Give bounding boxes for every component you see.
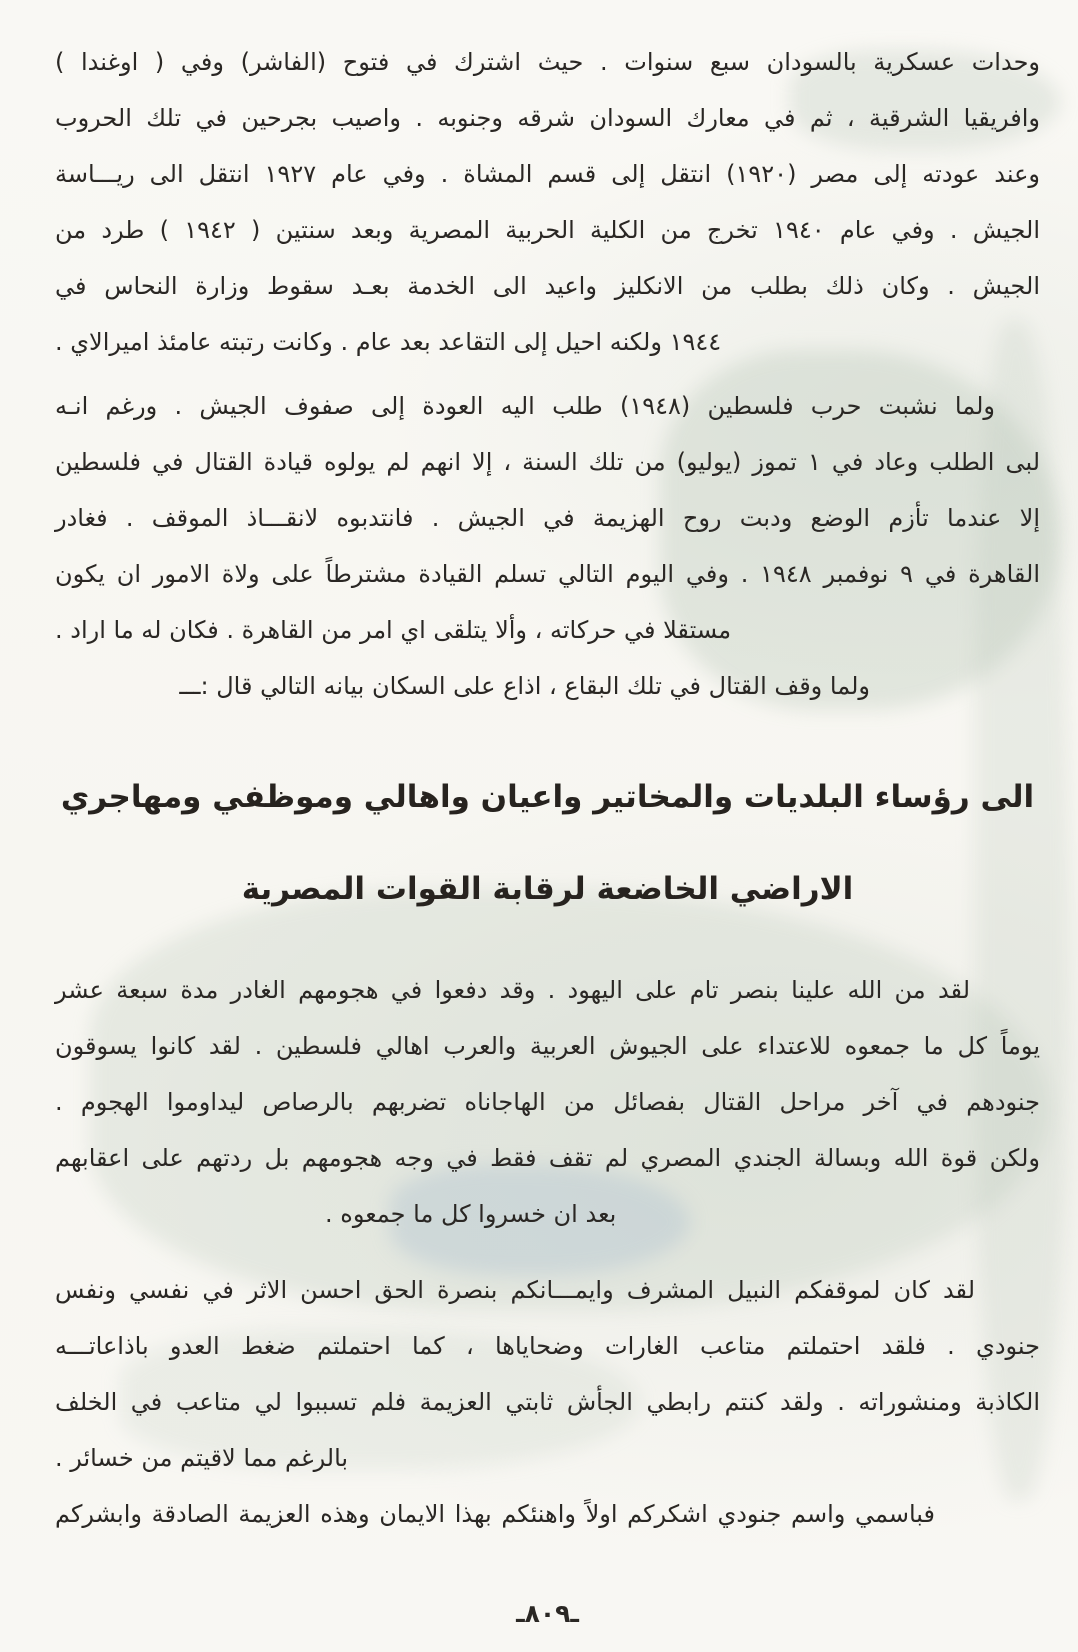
paragraph-gratitude — [55, 1262, 1040, 1486]
text-line: لقد من الله علينا بنصر تام على اليهود . وقد دفعوا في هجومهم الغادر مدة سبعة عشر — [55, 976, 970, 1004]
text-line: يوماً كل ما جمعوه للاعتداء على الجيوش العربية والعرب اهالي فلسطين . لقد كانوا يسوقون — [55, 1032, 1040, 1060]
section-heading-line-2: الاراضي الخاضعة لرقابة القوات المصرية — [241, 871, 854, 907]
text-line: جنودهم في آخر مراحل القتال بفصائل من الهاجاناه تضربهم بالرصاص ليداوموا الهجوم . — [55, 1088, 1040, 1116]
text-line: الجيش . وكان ذلك بطلب من الانكليز واعيد الى الخدمة بعـد سقوط وزارة النحاس في — [55, 272, 1040, 300]
text-line: إلا عندما تأزم الوضع ودبت روح الهزيمة في الجيش . فانتدبوه لانقـــاذ الموقف . فغادر — [55, 504, 1040, 532]
text-line: القاهرة في ٩ نوفمبر ١٩٤٨ . وفي اليوم التالي تسلم القيادة مشترطاً على ولاة الامور ان يكون — [55, 560, 1040, 588]
text-line: بالرغم مما لاقيتم من خسائر . — [55, 1444, 349, 1472]
text-line: وحدات عسكرية بالسودان سبع سنوات . حيث اشترك في فتوح (الفاشر) وفي ( اوغندا ) — [55, 48, 1040, 76]
text-line: ولما نشبت حرب فلسطين (١٩٤٨) طلب اليه العودة إلى صفوف الجيش . ورغم انـه — [55, 392, 995, 420]
paragraph-palestine-war — [55, 378, 1040, 658]
text-line: الجيش . وفي عام ١٩٤٠ تخرج من الكلية الحربية المصرية وبعد سنتين ( ١٩٤٢ ) طرد من — [55, 216, 1041, 244]
text-line: بعد ان خسروا كل ما جمعوه . — [325, 1200, 617, 1228]
text-line: ١٩٤٤ ولكنه احيل إلى التقاعد بعد عام . وكانت رتبته عامئذ اميرالاي . — [55, 328, 722, 356]
paragraph-victory — [55, 962, 1040, 1242]
text-line: مستقلا في حركاته ، وألا يتلقى اي امر من القاهرة . فكان له ما اراد . — [55, 616, 732, 644]
text-line: فباسمي واسم جنودي اشكركم اولاً واهنئكم بهذا الايمان وهذه العزيمة الصادقة وابشركم — [55, 1500, 935, 1528]
text-line: الكاذبة ومنشوراته . ولقد كنتم رابطي الجأش ثابتي العزيمة فلم تسببوا لي متاعب في الخلف — [55, 1388, 1040, 1416]
paragraph-biography — [55, 34, 1040, 370]
text-line: وعند عودته إلى مصر (١٩٢٠) انتقل إلى قسم المشاة . وفي عام ١٩٢٧ انتقل الى ريـــاسة — [55, 160, 1040, 188]
section-heading-line-1: الى رؤساء البلديات والمخاتير واعيان واهالي وموظفي ومهاجري — [60, 779, 1035, 815]
page-number: ـ٨٠٩ـ — [516, 1599, 579, 1628]
paragraph-closing — [55, 1486, 1040, 1542]
text-line: ولما وقف القتال في تلك البقاع ، اذاع على السكان بيانه التالي قال :ـــ — [179, 672, 870, 700]
text-line: وافريقيا الشرقية ، ثم في معارك السودان شرقه وجنوبه . واصيب بجرحين في تلك الحروب — [55, 104, 1040, 132]
text-line: لبى الطلب وعاد في ١ تموز (يوليو) من تلك السنة ، إلا انهم لم يولوه قيادة القتال في فلسطين — [55, 448, 1041, 476]
text-line: جنودي . فلقد احتملتم متاعب الغارات وضحاياها ، كما احتملتم ضغط العدو باذاعاتـــه — [55, 1332, 1040, 1360]
paragraph-statement-intro — [55, 658, 1040, 714]
text-line: لقد كان لموقفكم النبيل المشرف وايمـــانكم بنصرة الحق احسن الاثر في نفسي ونفس — [55, 1276, 975, 1304]
text-line: ولكن قوة الله وبسالة الجندي المصري لم تقف فقط في وجه هجومهم بل ردتهم على اعقابهم — [55, 1144, 1040, 1172]
